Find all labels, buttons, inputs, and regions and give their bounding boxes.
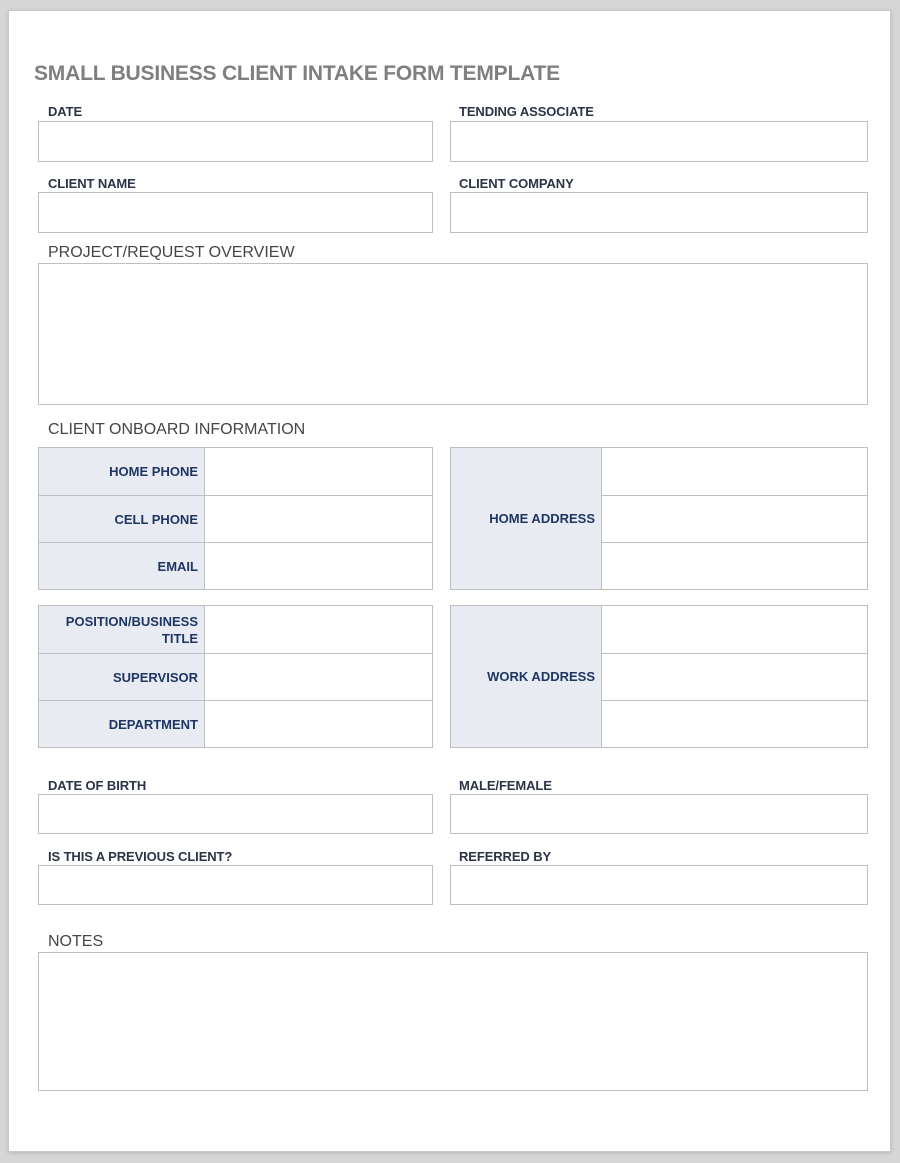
department-label: DEPARTMENT [39, 700, 204, 747]
work-address-line-3[interactable] [601, 700, 867, 747]
home-address-line-1[interactable] [601, 448, 867, 495]
home-address-line-3[interactable] [601, 542, 867, 589]
notes-textarea[interactable] [38, 952, 868, 1091]
tending-associate-label: TENDING ASSOCIATE [459, 104, 594, 119]
home-phone-label: HOME PHONE [39, 448, 204, 495]
referred-by-label: REFERRED BY [459, 849, 552, 864]
notes-section-label: NOTES [48, 933, 104, 950]
department-field[interactable] [204, 700, 432, 747]
supervisor-field[interactable] [204, 653, 432, 700]
email-field[interactable] [204, 542, 432, 589]
work-address-table [450, 605, 868, 748]
work-address-line-2[interactable] [601, 653, 867, 700]
previous-client-label: IS THIS A PREVIOUS CLIENT? [48, 849, 233, 864]
position-title-label: POSITION/BUSINESS TITLE [39, 606, 204, 653]
previous-client-field[interactable] [38, 865, 433, 905]
client-name-label: CLIENT NAME [48, 176, 136, 191]
work-address-label: WORK ADDRESS [451, 606, 601, 747]
tending-associate-field[interactable] [450, 121, 868, 162]
work-table [38, 605, 433, 748]
home-address-table [450, 447, 868, 590]
cell-phone-field[interactable] [204, 495, 432, 542]
email-label: EMAIL [39, 542, 204, 589]
date-label: DATE [48, 104, 83, 119]
male-female-field[interactable] [450, 794, 868, 834]
overview-section-label: PROJECT/REQUEST OVERVIEW [48, 244, 295, 261]
contact-table [38, 447, 433, 590]
client-name-field[interactable] [38, 192, 433, 233]
male-female-label: MALE/FEMALE [459, 778, 552, 793]
date-field[interactable] [38, 121, 433, 162]
home-address-label: HOME ADDRESS [451, 448, 601, 589]
position-title-field[interactable] [204, 606, 432, 653]
date-of-birth-field[interactable] [38, 794, 433, 834]
referred-by-field[interactable] [450, 865, 868, 905]
page-title: SMALL BUSINESS CLIENT INTAKE FORM TEMPLATE [34, 62, 560, 85]
home-address-line-2[interactable] [601, 495, 867, 542]
date-of-birth-label: DATE OF BIRTH [48, 778, 147, 793]
supervisor-label: SUPERVISOR [39, 653, 204, 700]
cell-phone-label: CELL PHONE [39, 495, 204, 542]
client-company-label: CLIENT COMPANY [459, 176, 574, 191]
onboard-section-label: CLIENT ONBOARD INFORMATION [48, 421, 306, 438]
overview-textarea[interactable] [38, 263, 868, 405]
home-phone-field[interactable] [204, 448, 432, 495]
client-company-field[interactable] [450, 192, 868, 233]
work-address-line-1[interactable] [601, 606, 867, 653]
